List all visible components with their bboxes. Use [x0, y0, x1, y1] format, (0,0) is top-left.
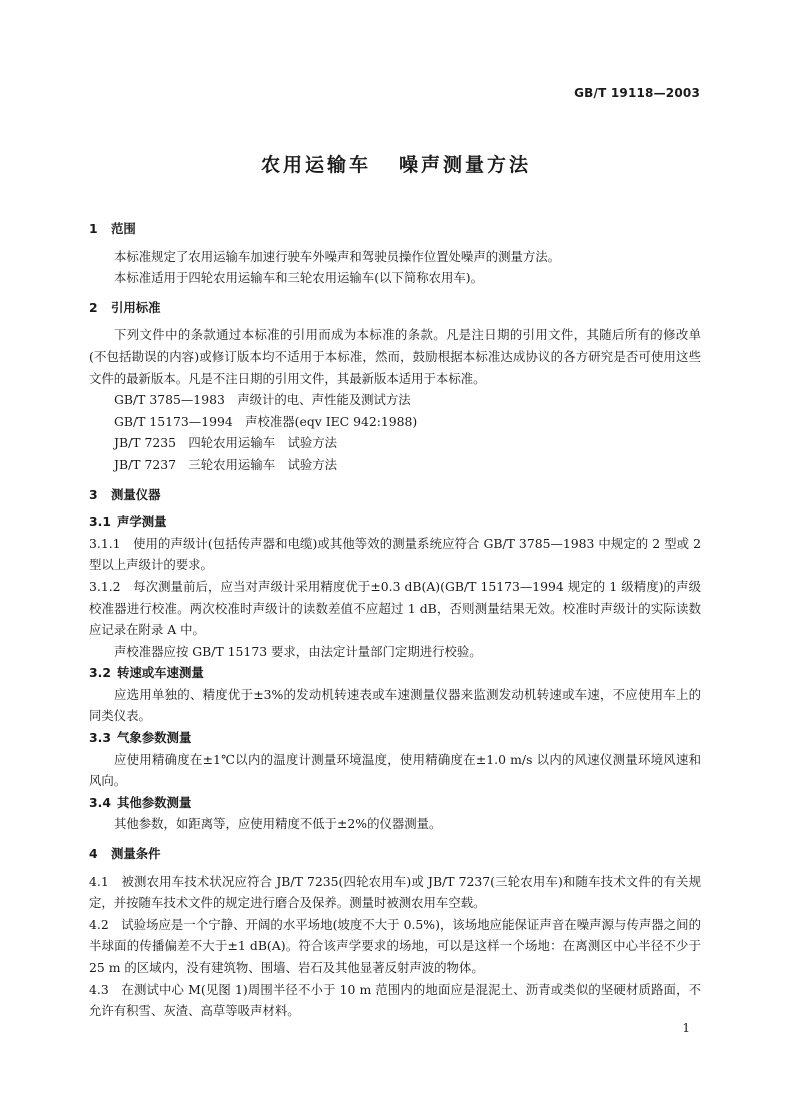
- section-3-3-para: 应使用精确度在±1℃以内的温度计测量环境温度，使用精确度在±1.0 m/s 以内的风速仪测量环境风速和风向。: [89, 751, 701, 789]
- clause-3-1-2: 3.1.2 每次测量前后，应当对声级计采用精度优于±0.3 dB(A)(GB/T 15173—1994 规定的 1 级精度)的声级校准器进行校准。两次校准时声级计的读数差值不应超过 1 dB，否则测量结果无效。校准时声级计的实际读数应记录在附录 A 中。: [89, 578, 701, 638]
- reference-item: JB/T 7235 四轮农用运输车 试验方法: [114, 435, 338, 451]
- clause-3-1-2-para-2: 声校准器应按 GB/T 15173 要求，由法定计量部门定期进行校验。: [114, 643, 482, 659]
- section-3-4-para: 其他参数，如距离等，应使用精度不低于±2%的仪器测量。: [114, 816, 442, 832]
- section-4-heading: 4 测量条件: [89, 846, 161, 862]
- section-1-para-1: 本标准规定了农用运输车加速行驶车外噪声和驾驶员操作位置处噪声的测量方法。: [114, 248, 561, 264]
- section-3-2-para: 应选用单独的、精度优于±3%的发动机转速表或车速测量仪器来监测发动机转速或车速，不应使用车上的同类仪表。: [89, 686, 701, 724]
- clause-4-2: 4.2 试验场应是一个宁静、开阔的水平场地(坡度不大于 0.5%)，该场地应能保证声音在噪声源与传声器之间的半球面的传播偏差不大于±1 dB(A)。符合该声学要求的场地，可以是这样一个场地：在离测区中心半径不少于 25 m 的区域内，没有建筑物、围墙、岩石及其他显著反射声波的物体。: [89, 916, 701, 975]
- section-3-4-heading: 3.4 其他参数测量: [89, 794, 192, 810]
- standard-number: GB/T 19118—2003: [574, 86, 700, 100]
- section-1-heading: 1 范围: [89, 221, 136, 236]
- section-2-para-1: 下列文件中的条款通过本标准的引用而成为本标准的条款。凡是注日期的引用文件，其随后所有的修改单(不包括勘误的内容)或修订版本均不适用于本标准，然而，鼓励根据本标准达成协议的各方研究是否可使用这些文件的最新版本。凡是不注日期的引用文件，其最新版本适用于本标准。: [89, 327, 701, 386]
- clause-4-1: 4.1 被测农用车技术状况应符合 JB/T 7235(四轮农用车)或 JB/T 7237(三轮农用车)和随车技术文件的有关规定，并按随车技术文件的规定进行磨合及保养。测量时被测农用车空载。: [89, 873, 702, 911]
- section-1-para-2: 本标准适用于四轮农用运输车和三轮农用运输车(以下简称农用车)。: [114, 270, 483, 286]
- reference-item: JB/T 7237 三轮农用运输车 试验方法: [114, 456, 338, 472]
- page-number: 1: [682, 1021, 690, 1035]
- title-right: 噪声测量方法: [399, 154, 532, 176]
- page-title: [0, 150, 792, 177]
- title-left: 农用运输车: [260, 154, 371, 176]
- reference-item: GB/T 3785—1983 声级计的电、声性能及测试方法: [114, 392, 411, 408]
- section-2-heading: 2 引用标准: [89, 299, 161, 315]
- section-3-2-heading: 3.2 转速或车速测量: [89, 665, 204, 681]
- document-body: [89, 214, 701, 1022]
- section-3-heading: 3 测量仪器: [89, 486, 161, 502]
- section-3-1-heading: 3.1 声学测量: [89, 514, 167, 530]
- section-3-3-heading: 3.3 气象参数测量: [89, 730, 192, 746]
- reference-item: GB/T 15173—1994 声校准器(eqv IEC 942:1988): [114, 413, 418, 429]
- clause-4-3: 4.3 在测试中心 M(见图 1)周围半径不小于 10 m 范围内的地面应是混泥土、沥青或类似的坚硬材质路面，不允许有积雪、灰渣、高草等吸声材料。: [89, 981, 702, 1019]
- clause-3-1-1: 3.1.1 使用的声级计(包括传声器和电缆)或其他等效的测量系统应符合 GB/T 3785—1983 中规定的 2 型或 2 型以上声级计的要求。: [89, 535, 702, 573]
